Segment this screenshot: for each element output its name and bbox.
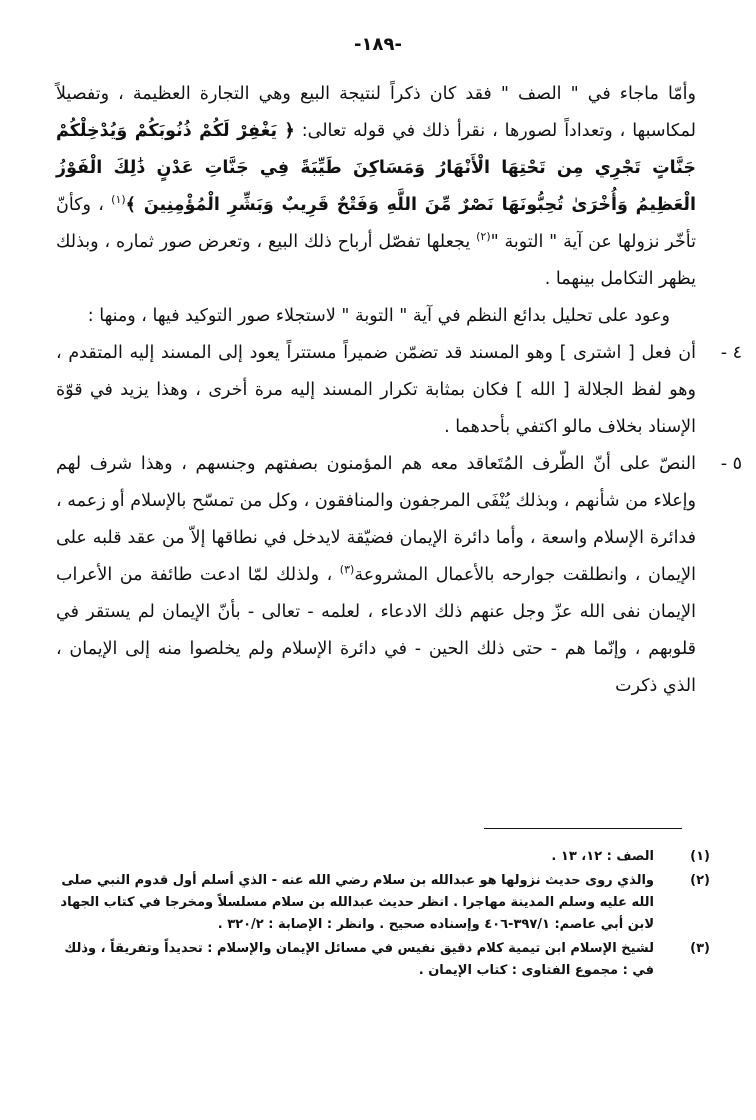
footnote-separator	[484, 828, 682, 829]
paragraph-1-after-verse: ، وكأنّ تأخّر نزولها عن آية " التوبة "	[56, 195, 696, 252]
footnote-2	[50, 870, 710, 936]
list-item-5	[56, 446, 742, 705]
footnote-3-number: (٣)	[690, 941, 710, 956]
footnote-1-number: (١)	[690, 849, 710, 864]
paragraph-1-intro: وأمّا ماجاء في " الصف " فقد كان ذكراً لنتيجة البيع وهي التجارة العظيمة ، وتفصيلاً لمكاسبها ، وتعداداً لصورها ، نقرأ ذلك في قوله تعالى:	[56, 84, 696, 141]
list-item-5-text-part2: ، ولذلك لمّا ادعت طائفة من الأعراب الإيمان نفى الله عزّ وجل عنهم ذلك الادعاء ، لعلمه - تعالى - بأنّ الإيمان لم يستقر في قلوبهم ، وإنّما هم - حتى ذلك الحين - في دائرة الإسلام ولم يخلصوا منه إلى الإيمان ، الذي ذكرت	[56, 565, 696, 696]
paragraph-2: وعود على تحليل بدائع النظم في آية " التوبة " لاستجلاء صور التوكيد فيها ، ومنها :	[87, 306, 670, 326]
footnotes	[50, 846, 710, 984]
list-item-4	[56, 335, 742, 446]
footnote-ref-1: (١)	[111, 193, 126, 207]
list-item-5-text-part1: النصّ على أنّ الطّرف المُتَعاقد معه هم المؤمنون بصفتهم وجنسهم ، وهذا شرف لهم وإعلاء من شأنهم ، وبذلك يُنْفَى المرجفون والمنافقون ، وكل من تمسّح بالإسلام أو زعمه ، فدائرة الإسلام واسعة ، وأما دائرة الإيمان فضيّقة لايدخل في نطاقها إلاّ من عقد قلبه على الإيمان ، وانطلقت جوارحه بالأعمال المشروعة	[56, 454, 696, 585]
footnote-1	[50, 846, 710, 868]
footnote-3-text: لشيخ الإسلام ابن تيمية كلام دقيق نفيس في مسائل الإيمان والإسلام : تحديداً وتفريقاً ، وذلك في : مجموع الفتاوى : كتاب الإيمان .	[64, 941, 654, 978]
footnote-2-number: (٢)	[690, 873, 710, 888]
footnote-3	[50, 938, 710, 982]
paragraph-1-end: يجعلها تفصّل أرباح ذلك البيع ، وتعرض صور ثماره ، وبذلك يظهر التكامل بينهما .	[56, 232, 696, 289]
list-item-4-text: أن فعل [ اشترى ] وهو المسند قد تضمّن ضميراً مستتراً يعود إلى المسند إليه المتقدم ، وهو لفظ الجلالة [ الله ] فكان بمثابة تكرار المسند إليه مرة أخرى ، وهذا يزيد في قوّة الإسناد بخلاف مالو اكتفي بأحدهما .	[56, 343, 696, 437]
paragraph-1	[56, 76, 696, 298]
list-item-5-number: ٥ -	[720, 454, 742, 474]
page-number: -١٨٩-	[354, 34, 402, 55]
footnote-ref-2: (٢)	[476, 230, 491, 244]
footnote-ref-3: (٣)	[339, 563, 355, 577]
footnote-2-text: والذي روى حديث نزولها هو عبدالله بن سلام رضي الله عنه - الذي أسلم أول قدوم النبي صلى الله عليه وسلم المدينة مهاجرا . انظر حديث عبدالله بن سلام مسلسلاً ومخرجا في كتاب الجهاد لابن أبي عاصم: ٣٩٧/١-٤٠٦ وإسناده صحيح . وانظر : الإصابة : ٣٢٠/٢ .	[60, 873, 654, 932]
footnote-1-text: الصف : ١٢، ١٣ .	[551, 849, 654, 864]
quran-verse: ﴿ يَغْفِرْ لَكُمْ ذُنُوبَكُمْ وَيُدْخِلْكُمْ جَنَّاتٍ تَجْرِي مِن تَحْتِهَا الْأَنْهَارُ وَمَسَاكِنَ طَيِّبَةً فِي جَنَّاتِ عَدْنٍ ذَٰلِكَ الْفَوْزُ الْعَظِيمُ وَأُخْرَىٰ تُحِبُّونَهَا نَصْرٌ مِّنَ اللَّهِ وَفَتْحٌ قَرِيبٌ وَبَشِّرِ الْمُؤْمِنِينَ ﴾	[56, 121, 696, 215]
list-item-4-number: ٤ -	[720, 343, 742, 363]
main-text	[56, 76, 742, 705]
